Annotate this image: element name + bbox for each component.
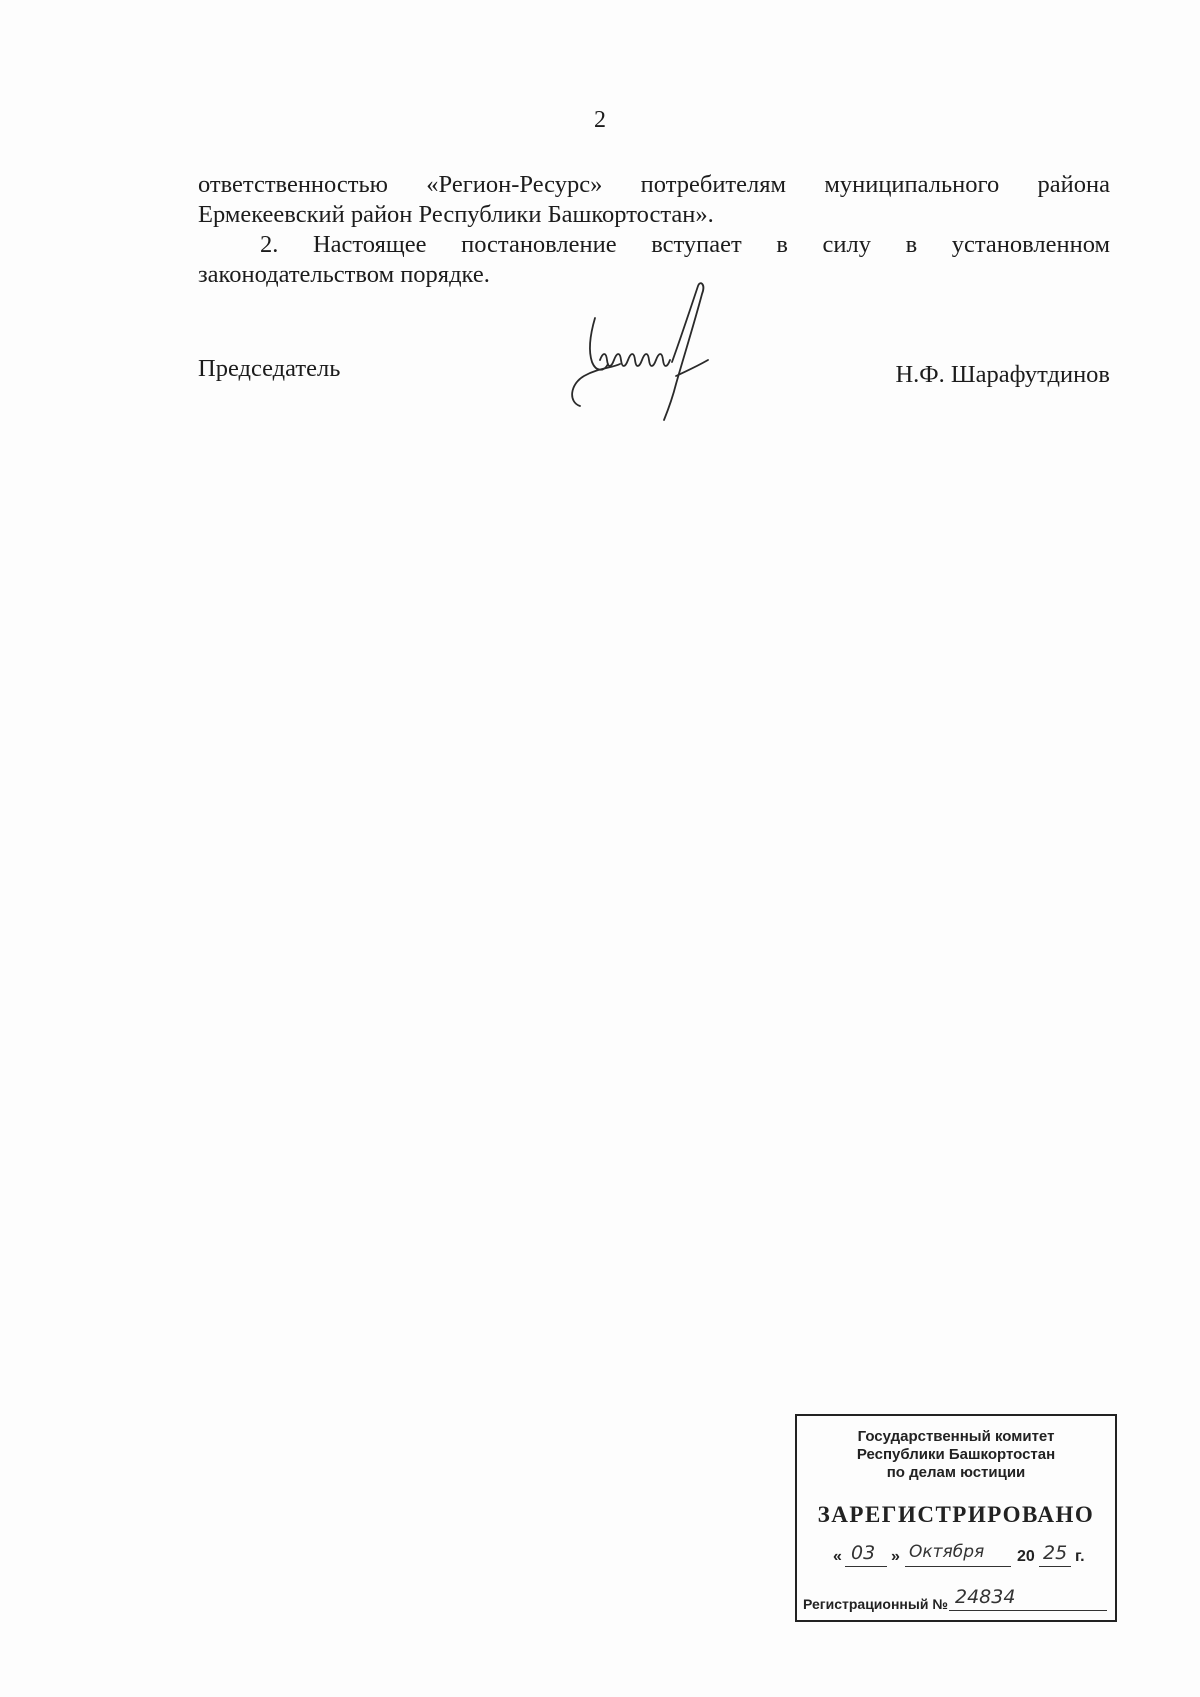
stamp-day: 03 (851, 1542, 876, 1564)
stamp-title: ЗАРЕГИСТРИРОВАНО (817, 1502, 1095, 1527)
stamp-date-row (833, 1544, 1105, 1574)
stamp-close-quote: » (891, 1548, 900, 1565)
stamp-reg-number: 24834 (955, 1586, 1016, 1608)
registration-stamp (795, 1414, 1117, 1622)
stamp-open-quote: « (833, 1548, 842, 1565)
stamp-org-line: по делам юстиции (886, 1464, 1026, 1481)
stamp-registration-row (803, 1588, 1107, 1616)
page-number: 2 (594, 107, 606, 133)
stamp-reg-label: Регистрационный № (803, 1596, 948, 1612)
signer-title: Председатель (198, 355, 341, 382)
handwritten-signature (550, 280, 740, 430)
stamp-year-suffix: 25 (1043, 1542, 1068, 1564)
stamp-year-unit: г. (1075, 1548, 1085, 1565)
stamp-year-prefix: 20 (1017, 1548, 1035, 1565)
stamp-organization (797, 1428, 1115, 1482)
paragraph-effective-date: 2. Настоящее постановление вступает в силу в установленном законодательством порядке. (198, 231, 1110, 288)
document-body (198, 170, 1110, 290)
paragraph-continuation: ответственностью «Регион-Ресурс» потребителям муниципального района Ермекеевский район Республики Башкортостан». (198, 171, 1110, 228)
stamp-org-line: Республики Башкортостан (856, 1446, 1056, 1463)
signer-name: Н.Ф. Шарафутдинов (895, 361, 1110, 388)
stamp-org-line: Государственный комитет (857, 1428, 1055, 1445)
stamp-month: Октября (909, 1542, 985, 1562)
